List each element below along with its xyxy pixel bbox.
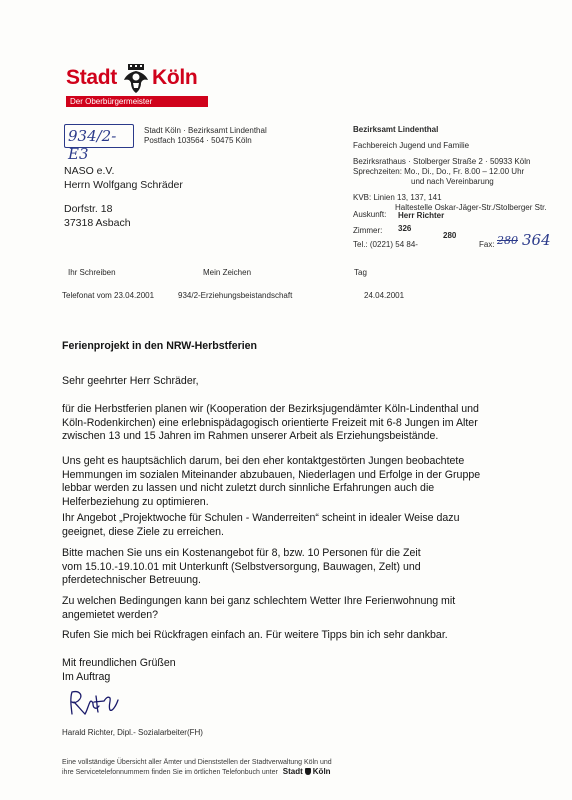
zimmer-label: Zimmer: — [353, 226, 383, 235]
sender-line-2: Postfach 103564 · 50475 Köln — [144, 136, 252, 145]
sender-line-1: Stadt Köln · Bezirksamt Lindenthal — [144, 126, 267, 135]
letter-paragraph-5 — [62, 595, 455, 622]
logo-word-koeln: Köln — [152, 66, 198, 89]
letter-line: Ihr Angebot „Projektwoche für Schulen - Wanderreiten“ scheint in idealer Weise dazu — [62, 512, 460, 524]
recipient-name: Herrn Wolfgang Schräder — [64, 179, 183, 191]
file-reference-stamp — [64, 124, 134, 163]
footer-brand-koeln: Köln — [312, 767, 331, 776]
recipient-street: Dorfstr. 18 — [64, 203, 113, 215]
file-reference-text: 934/2-E3 — [68, 127, 117, 163]
oberbuergermeister-label: Der Oberbürgermeister — [70, 97, 153, 106]
letter-line: für die Herbstferien planen wir (Kooperation der Bezirksjugendämter Köln-Lindenthal und — [62, 403, 479, 415]
mein-zeichen-label: Mein Zeichen — [203, 268, 252, 277]
tel-label: Tel.: (0221) 54 84- — [353, 240, 418, 249]
closing-by-order: Im Auftrag — [62, 670, 111, 683]
letter-subject: Ferienprojekt in den NRW-Herbstferien — [62, 340, 258, 352]
auskunft-value: Herr Richter — [398, 211, 445, 220]
reference-row — [0, 268, 572, 308]
letter-salutation: Sehr geehrter Herr Schräder, — [62, 375, 199, 387]
footer-crest-icon — [305, 768, 311, 775]
letter-line: Köln-Rodenkirchen) eine erlebnispädagogisch orientierte Freizeit mit 6-8 Jungen im Alter — [62, 416, 478, 429]
letter-paragraph-2 — [62, 455, 480, 509]
footer-note — [62, 758, 512, 777]
office-title: Bezirksamt Lindenthal — [353, 125, 439, 134]
recipient-org: NASO e.V. — [64, 165, 115, 177]
letter-line: angemietet werden? — [62, 608, 158, 621]
letter-line: vom 15.10.-19.10.01 mit Unterkunft (Selbstversorgung, Bauwagen, Zelt) und — [62, 560, 421, 573]
recipient-city: 37318 Asbach — [64, 217, 131, 229]
ihr-schreiben-value: Telefonat vom 23.04.2001 — [62, 291, 155, 300]
footer-brand-stadt: Stadt — [282, 767, 303, 776]
letter-line: Helferbeziehung zu optimieren. — [62, 495, 209, 508]
office-department: Fachbereich Jugend und Familie — [353, 141, 470, 150]
letter-paragraph-4 — [62, 547, 421, 588]
recipient-address — [64, 164, 183, 230]
fax-handwritten-number: 364 — [522, 231, 551, 249]
letter-line: zwischen 13 und 15 Jahren im Rahmen unserer Arbeit als Erziehungsbeistände. — [62, 430, 439, 443]
office-hours-2: und nach Vereinbarung — [411, 177, 494, 186]
letter-paragraph-6 — [62, 629, 448, 643]
office-kvb-1: KVB: Linien 13, 137, 141 — [353, 193, 442, 202]
oberbuergermeister-bar — [66, 96, 208, 107]
letter-paragraph-3 — [62, 512, 459, 539]
office-address: Bezirksrathaus · Stolberger Straße 2 · 50933 Köln — [353, 157, 531, 166]
letter-line: geeignet, diese Ziele zu erreichen. — [62, 525, 224, 538]
closing-greeting: Mit freundlichen Grüßen — [62, 657, 176, 669]
auskunft-label: Auskunft: — [353, 210, 387, 219]
city-crest-icon — [122, 64, 150, 94]
tag-value: 24.04.2001 — [364, 291, 405, 300]
letter-closing — [62, 657, 176, 684]
letter-line: lebbar werden zu lassen und nicht zuletzt durch sinnliche Erfahrungen auch die — [62, 482, 435, 495]
letter-line: Zu welchen Bedingungen kann bei ganz schlechtem Wetter Ihre Ferienwohnung mit — [62, 595, 456, 607]
fax-label: Fax: — [479, 240, 495, 249]
letter-line: pferdetechnischer Betreuung. — [62, 574, 201, 587]
footer-line-2-text: ihre Servicetelefonnummern finden Sie im örtlichen Telefonbuch unter — [62, 769, 278, 776]
office-kvb-2: Haltestelle Oskar-Jäger-Str./Stolberger Str. — [395, 203, 547, 212]
letter-line: Hemmungen im sozialen Miteinander abzubauen, Niederlagen und Erfolge in der Gruppe — [62, 468, 481, 481]
mein-zeichen-value: 934/2-Erziehungsbeistandschaft — [178, 291, 293, 300]
letter-line: Rufen Sie mich bei Rückfragen einfach an. Für weitere Tipps bin ich sehr dankbar. — [62, 629, 448, 641]
sender-line — [144, 126, 267, 146]
letter-paragraph-1 — [62, 403, 479, 444]
footer-line-1: Eine vollständige Übersicht aller Ämter und Dienststellen der Stadtverwaltung Köln und — [62, 759, 332, 766]
city-logo — [66, 64, 196, 94]
handwritten-signature — [66, 688, 126, 718]
office-hours-1: Sprechzeiten: Mo., Di., Do., Fr. 8.00 – 12.00 Uhr — [353, 167, 525, 176]
letter-line: Uns geht es hauptsächlich darum, bei den eher kontaktgestörten Jungen beobachtete — [62, 455, 465, 467]
ihr-schreiben-label: Ihr Schreiben — [68, 268, 116, 277]
footer-line-2 — [62, 767, 512, 777]
tag-label: Tag — [354, 268, 367, 277]
footer-brand — [283, 767, 331, 776]
signer-name: Harald Richter, Dipl.- Sozialarbeiter(FH) — [62, 728, 203, 737]
fax-struck-number: 280 — [497, 234, 518, 247]
tel-extension: 280 — [443, 231, 457, 240]
zimmer-value: 326 — [398, 224, 412, 233]
office-info — [353, 125, 568, 213]
logo-word-stadt: Stadt — [66, 66, 118, 89]
letter-line: Bitte machen Sie uns ein Kostenangebot für 8, bzw. 10 Personen für die Zeit — [62, 547, 421, 559]
